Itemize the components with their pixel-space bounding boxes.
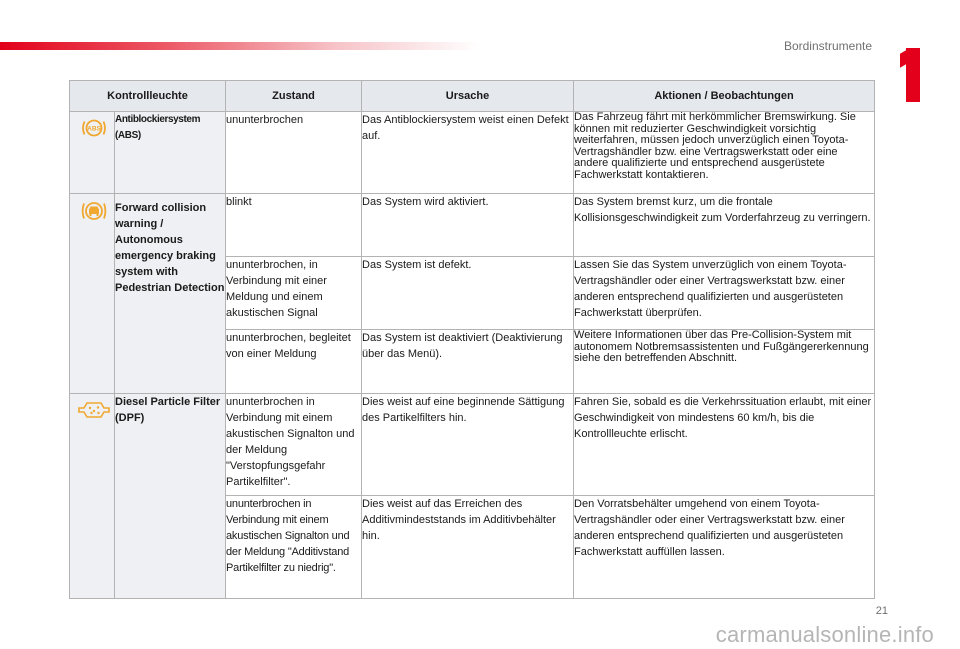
table-row <box>70 112 875 194</box>
abs-warning-icon <box>80 118 108 138</box>
header-accent-bar <box>0 42 480 50</box>
collision-warning-icon <box>80 200 108 222</box>
light-name <box>115 112 226 194</box>
table-row <box>70 394 875 496</box>
cause-cell: Das Antiblockiersystem weist einen Defekt auf. <box>362 112 574 194</box>
table-header-row <box>70 81 875 112</box>
state-cell: ununterbrochen in Verbindung mit einem akustischen Signalton und der Meldung "Verstopfungsgefahr Partikelfilter". <box>226 394 362 496</box>
svg-text:ABS: ABS <box>87 125 101 133</box>
icon-cell <box>70 112 115 194</box>
light-name-line: (ABS) <box>115 130 141 141</box>
state-cell: ununterbrochen, begleitet von einer Meldung <box>226 330 362 394</box>
cause-cell: Dies weist auf das Erreichen des Additivmindeststands im Additivbehälter hin. <box>362 496 574 599</box>
state-cell: ununterbrochen in Verbindung mit einem akustischen Signalton und der Meldung "Additivstand Partikelfilter zu niedrig". <box>226 496 362 599</box>
section-title: Bordinstrumente <box>783 39 872 53</box>
warning-lights-table <box>69 80 875 599</box>
column-header: Kontrollleuchte <box>70 81 226 112</box>
icon-cell <box>70 194 115 394</box>
icon-cell <box>70 394 115 599</box>
watermark: carmanualsonline.info <box>715 622 934 647</box>
light-name: Forward collision warning / Autonomous emergency braking system with Pedestrian Detection <box>115 194 226 394</box>
cause-cell: Das System ist defekt. <box>362 257 574 330</box>
column-header: Ursache <box>362 81 574 112</box>
cause-cell: Dies weist auf eine beginnende Sättigung des Partikelfilters hin. <box>362 394 574 496</box>
state-cell: ununterbrochen, in Verbindung mit einer Meldung und einem akustischen Signal <box>226 257 362 330</box>
action-cell: Das System bremst kurz, um die frontale Kollisionsgeschwindigkeit zum Vorderfahrzeug zu verringern. <box>574 194 875 257</box>
page-number: 21 <box>875 605 888 617</box>
action-cell: Das Fahrzeug fährt mit herkömmlicher Bremswirkung. Sie können mit reduzierter Geschwindigkeit vorsichtig weiterfahren, müssen jedoch unverzüglich einen Toyota-Vertragshändler bzw. eine Vertragswerkstatt oder eine andere qualifizierte und entsprechend ausgerüstete Fachwerkstatt kontaktieren. <box>574 112 875 194</box>
particle-filter-icon <box>78 400 110 420</box>
light-name: Diesel Particle Filter (DPF) <box>115 394 226 599</box>
action-cell: Den Vorratsbehälter umgehend von einem Toyota-Vertragshändler oder einer Vertragswerkstatt bzw. einer anderen entsprechend qualifizierten und ausgerüsteten Fachwerkstatt auffüllen lassen. <box>574 496 875 599</box>
cause-cell: Das System wird aktiviert. <box>362 194 574 257</box>
state-cell: ununterbrochen <box>226 112 362 194</box>
column-header: Aktionen / Beobachtungen <box>574 81 875 112</box>
cause-cell: Das System ist deaktiviert (Deaktivierung über das Menü). <box>362 330 574 394</box>
column-header: Zustand <box>226 81 362 112</box>
action-cell: Lassen Sie das System unverzüglich von einem Toyota-Vertragshändler oder einer Vertragswerkstatt bzw. einer anderen entsprechend qualifizierten und ausgerüsteten Fachwerkstatt überprüfen. <box>574 257 875 330</box>
state-cell: blinkt <box>226 194 362 257</box>
chapter-number <box>900 48 920 102</box>
action-cell: Weitere Informationen über das Pre-Collision-System mit autonomem Notbremsassistenten und Fußgängererkennung siehe den betreffenden Abschnitt. <box>574 330 875 394</box>
light-name-line: Antiblockiersystem <box>115 114 201 125</box>
action-cell: Fahren Sie, sobald es die Verkehrssituation erlaubt, mit einer Geschwindigkeit von mindestens 60 km/h, bis die Kontrollleuchte erlischt. <box>574 394 875 496</box>
table-row <box>70 194 875 257</box>
